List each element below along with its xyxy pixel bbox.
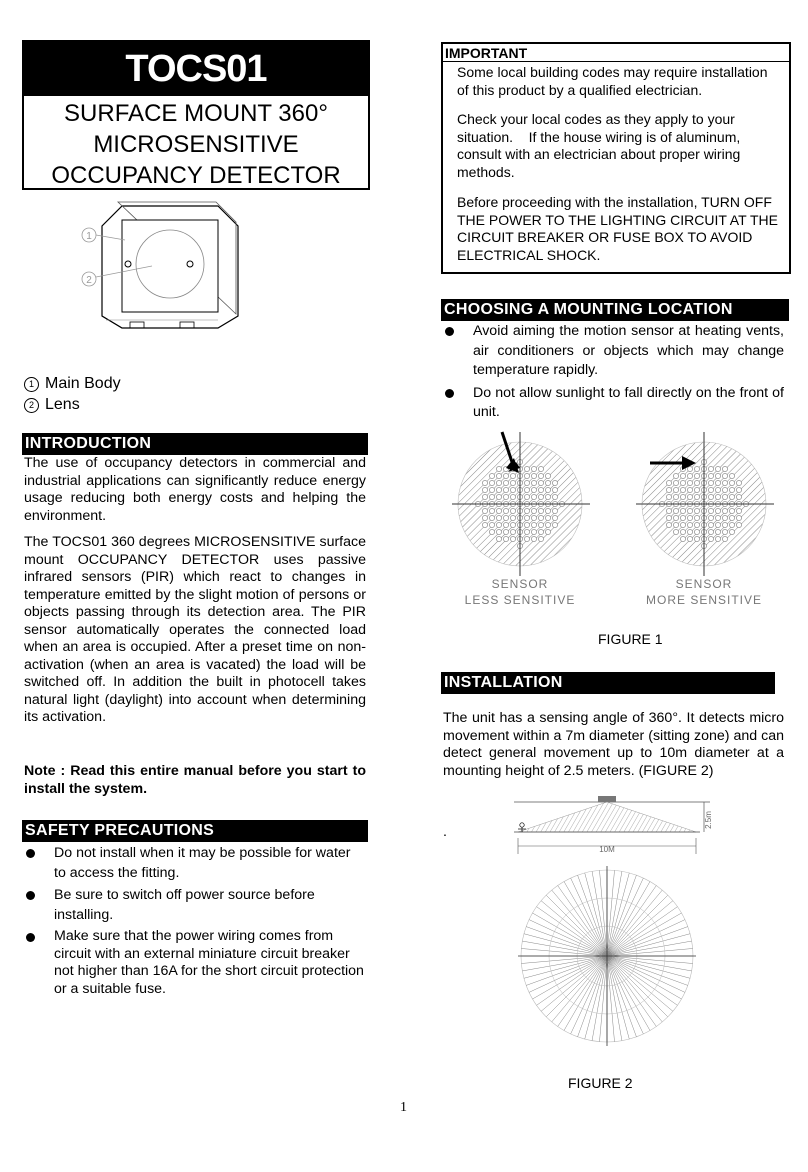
sensitivity-dot: [715, 487, 720, 492]
sensitivity-dot: [510, 508, 515, 513]
subtitle-line-2: MICROSENSITIVE: [93, 131, 299, 158]
sensitivity-dot: [545, 480, 550, 485]
sensitivity-dot: [722, 480, 727, 485]
sensitivity-dot: [496, 466, 501, 471]
sensitivity-dot: [729, 508, 734, 513]
sensitivity-dot: [715, 473, 720, 478]
sensitivity-dot: [673, 508, 678, 513]
sensitivity-dot: [503, 515, 508, 520]
sensitivity-dot: [680, 473, 685, 478]
sensitivity-dot: [687, 522, 692, 527]
sensitivity-dot: [489, 494, 494, 499]
sensitivity-dot: [489, 515, 494, 520]
sensitivity-dot: [503, 529, 508, 534]
legend-main-body: [24, 375, 121, 393]
mounting-item: Avoid aiming the motion sensor at heating vents, air conditioners or objects which may change temperature rapidly.: [441, 322, 784, 381]
legend-num-1: 1: [24, 377, 39, 392]
sensitivity-dot: [552, 487, 557, 492]
sensitivity-dot: [715, 466, 720, 471]
sensitivity-dot: [524, 536, 529, 541]
stray-dot: .: [443, 824, 447, 840]
important-box: [441, 42, 791, 274]
sensitivity-dot: [496, 473, 501, 478]
sensitivity-dot: [708, 508, 713, 513]
sensitivity-dot: [666, 508, 671, 513]
sensitivity-dot: [680, 480, 685, 485]
sensitivity-dot: [503, 508, 508, 513]
sensitivity-dot: [538, 529, 543, 534]
sensitivity-dot: [715, 515, 720, 520]
sensitivity-dot: [552, 522, 557, 527]
sensitivity-dot: [715, 536, 720, 541]
sensitivity-dot: [538, 536, 543, 541]
sensitivity-dot: [510, 536, 515, 541]
sensitivity-dot: [531, 515, 536, 520]
sensitivity-dot: [666, 480, 671, 485]
sensitivity-dot: [489, 529, 494, 534]
sensitivity-dot: [510, 529, 515, 534]
sensitivity-dot: [673, 522, 678, 527]
model-title: TOCS01: [24, 42, 368, 96]
sensitivity-dot: [538, 466, 543, 471]
sensitivity-dot: [736, 494, 741, 499]
sensitivity-dot: [496, 522, 501, 527]
sensitivity-dot: [680, 508, 685, 513]
sensitivity-dot: [673, 494, 678, 499]
sensitivity-dot: [687, 536, 692, 541]
sensitivity-dot: [510, 522, 515, 527]
sensitivity-dot: [503, 536, 508, 541]
sensitivity-dot: [708, 494, 713, 499]
safety-item: Do not install when it may be possible for water to access the fitting.: [22, 844, 366, 883]
fig1-left-label-2: LESS SENSITIVE: [464, 593, 576, 607]
sensitivity-dot: [722, 522, 727, 527]
sensitivity-dot: [503, 494, 508, 499]
sensitivity-dot: [687, 529, 692, 534]
figure1-caption: FIGURE 1: [598, 631, 663, 647]
sensitivity-dot: [482, 494, 487, 499]
sensitivity-dot: [552, 508, 557, 513]
sensitivity-dot: [673, 515, 678, 520]
sensitivity-dot: [545, 529, 550, 534]
sensitivity-dot: [687, 480, 692, 485]
sensitivity-dot: [687, 466, 692, 471]
sensitivity-dot: [715, 480, 720, 485]
sensitivity-dot: [694, 494, 699, 499]
sensitivity-dot: [694, 480, 699, 485]
sensitivity-dot: [722, 508, 727, 513]
sensitivity-dot: [673, 529, 678, 534]
sensitivity-dot: [736, 508, 741, 513]
sensitivity-dot: [482, 487, 487, 492]
sensitivity-dot: [531, 529, 536, 534]
sensitivity-dot: [496, 536, 501, 541]
sensitivity-dot: [680, 529, 685, 534]
sensitivity-dot: [510, 480, 515, 485]
installation-paragraph: The unit has a sensing angle of 360°. It detects micro movement within a 7m diameter (sitting zone) and can detect general movement up to 10m diameter at a mounting height of 2.5 meters. (FIGURE 2): [443, 710, 784, 779]
sensitivity-dot: [680, 487, 685, 492]
sensitivity-dot: [715, 522, 720, 527]
sensitivity-dot: [496, 487, 501, 492]
important-paragraph-2: Check your local codes as they apply to your situation. If the house wiring is of aluminum, consult with an electrician about proper wiring methods.: [457, 111, 745, 180]
sensitivity-dot: [552, 515, 557, 520]
sensitivity-dot: [531, 487, 536, 492]
sensitivity-dot: [545, 515, 550, 520]
sensitivity-dot: [510, 515, 515, 520]
sensitivity-dot: [708, 522, 713, 527]
sensitivity-dot: [503, 473, 508, 478]
sensitivity-dot: [538, 522, 543, 527]
sensitivity-dot: [736, 522, 741, 527]
figure2-drawing: [500, 790, 730, 1080]
sensitivity-dot: [708, 473, 713, 478]
sensitivity-dot: [531, 473, 536, 478]
fig1-left-label-1: SENSOR: [491, 577, 549, 591]
sensitivity-dot: [687, 508, 692, 513]
fig2-diameter-label: 10M: [599, 845, 615, 854]
sensitivity-dot: [715, 508, 720, 513]
callout-2-label: 2: [86, 275, 92, 286]
legend-label-2: Lens: [45, 396, 80, 413]
mounting-heading: CHOOSING A MOUNTING LOCATION: [441, 299, 789, 321]
sensitivity-dot: [673, 487, 678, 492]
sensitivity-dot: [531, 522, 536, 527]
important-heading: IMPORTANT: [445, 45, 528, 61]
important-paragraph-3: Before proceeding with the installation, TURN OFF THE POWER TO THE LIGHTING CIRCUIT AT THE CIRCUIT BREAKER OR FUSE BOX TO AVOID ELECTRICAL SHOCK.: [457, 194, 779, 263]
fig2-height-label: 2.5m: [704, 811, 713, 829]
sensitivity-dot: [694, 508, 699, 513]
sensitivity-dot: [538, 494, 543, 499]
sensitivity-dot: [687, 487, 692, 492]
sensitivity-dot: [708, 529, 713, 534]
sensitivity-dot: [482, 515, 487, 520]
sensitivity-dot: [722, 494, 727, 499]
title-block: [22, 40, 370, 190]
sensitivity-dot: [666, 494, 671, 499]
sensitivity-dot: [694, 536, 699, 541]
callout-1-label: 1: [86, 231, 92, 242]
sensitivity-dot: [687, 473, 692, 478]
mounting-list: [441, 322, 784, 426]
sensitivity-dot: [538, 487, 543, 492]
intro-paragraph-1: The use of occupancy detectors in commercial and industrial applications can significantly reduce energy usage reducing both energy costs and helping the environment.: [24, 455, 366, 524]
sensitivity-dot: [524, 529, 529, 534]
sensitivity-dot: [722, 515, 727, 520]
sensitivity-dot: [482, 522, 487, 527]
sensitivity-dot: [531, 536, 536, 541]
sensitivity-dot: [545, 522, 550, 527]
sensitivity-dot: [524, 487, 529, 492]
sensitivity-dot: [680, 522, 685, 527]
sensitivity-dot: [482, 480, 487, 485]
figure1-drawing: [448, 428, 788, 613]
sensitivity-dot: [673, 473, 678, 478]
sensitivity-dot: [531, 494, 536, 499]
sensitivity-dot: [524, 480, 529, 485]
intro-paragraph-2: The TOCS01 360 degrees MICROSENSITIVE surface mount OCCUPANCY DETECTOR uses passive infrared sensors (PIR) which react to changes in temperature emitted by the slight motion of persons or objects passing through its detection area. The PIR sensor automatically operates the connected load when an area is occupied. After a preset time on non-activation (when an area is vacated) the load will be switched off. In addition the built in photocell takes natural light (daylight) into account when determining its activation.: [24, 534, 366, 725]
sensitivity-dot: [552, 480, 557, 485]
sensitivity-dot: [694, 522, 699, 527]
installation-heading: INSTALLATION: [441, 672, 775, 694]
sensitivity-dot: [722, 487, 727, 492]
sensitivity-dot: [531, 508, 536, 513]
sensitivity-dot: [666, 487, 671, 492]
sensitivity-dot: [545, 487, 550, 492]
sensitivity-dot: [545, 473, 550, 478]
page-number: 1: [400, 1100, 407, 1115]
sensitivity-dot: [482, 508, 487, 513]
sensitivity-dot: [680, 494, 685, 499]
legend-label-1: Main Body: [45, 375, 121, 392]
introduction-heading: INTRODUCTION: [22, 433, 368, 455]
sensitivity-dot: [545, 494, 550, 499]
important-paragraph-1: Some local building codes may require installation of this product by a qualified electrician.: [457, 64, 768, 98]
sensitivity-dot: [531, 480, 536, 485]
sensitivity-dot: [524, 494, 529, 499]
sensitivity-dot: [722, 473, 727, 478]
figure2-caption: FIGURE 2: [568, 1075, 633, 1091]
sensitivity-dot: [503, 522, 508, 527]
sensitivity-dot: [496, 515, 501, 520]
sensitivity-dot: [524, 508, 529, 513]
sensitivity-dot: [538, 473, 543, 478]
sensitivity-dot: [687, 494, 692, 499]
sensitivity-dot: [510, 473, 515, 478]
sensitivity-dot: [496, 508, 501, 513]
read-manual-note: Note : Read this entire manual before you start to install the system.: [24, 763, 366, 797]
sensitivity-dot: [708, 487, 713, 492]
safety-item: Be sure to switch off power source before installing.: [22, 886, 366, 925]
sensitivity-dot: [708, 466, 713, 471]
sensitivity-dot: [729, 473, 734, 478]
sensitivity-dot: [538, 515, 543, 520]
sensitivity-dot: [687, 515, 692, 520]
sensitivity-dot: [524, 522, 529, 527]
sensitivity-dot: [503, 480, 508, 485]
sensitivity-dot: [531, 466, 536, 471]
sensitivity-dot: [694, 487, 699, 492]
product-drawing: [70, 198, 250, 348]
sensitivity-dot: [545, 508, 550, 513]
sensitivity-dot: [496, 529, 501, 534]
sensitivity-dot: [708, 480, 713, 485]
sensitivity-dot: [694, 466, 699, 471]
sensitivity-dot: [489, 473, 494, 478]
sensitivity-dot: [708, 515, 713, 520]
fig1-right-label-1: SENSOR: [675, 577, 733, 591]
safety-item: Make sure that the power wiring comes from circuit with an external miniature circuit breaker not higher than 16A for the short circuit protection or a suitable fuse.: [22, 928, 366, 998]
sensitivity-dot: [708, 536, 713, 541]
sensitivity-dot: [694, 515, 699, 520]
sensitivity-dot: [489, 508, 494, 513]
sensitivity-dot: [489, 487, 494, 492]
sensitivity-dot: [729, 515, 734, 520]
sensitivity-dot: [524, 473, 529, 478]
sensitivity-dot: [552, 494, 557, 499]
mounting-item: Do not allow sunlight to fall directly on the front of unit.: [441, 384, 784, 423]
sensitivity-dot: [715, 529, 720, 534]
sensitivity-dot: [729, 494, 734, 499]
fig1-right-label-2: MORE SENSITIVE: [645, 593, 763, 607]
sensitivity-dot: [680, 536, 685, 541]
sensitivity-dot: [510, 494, 515, 499]
sensitivity-dot: [722, 536, 727, 541]
sensitivity-dot: [736, 487, 741, 492]
safety-list: [22, 844, 366, 1001]
sensitivity-dot: [538, 480, 543, 485]
sensitivity-dot: [538, 508, 543, 513]
sensitivity-dot: [510, 487, 515, 492]
legend-num-2: 2: [24, 398, 39, 413]
legend-lens: [24, 396, 80, 414]
sensitivity-dot: [524, 515, 529, 520]
sensitivity-dot: [666, 522, 671, 527]
sensitivity-dot: [722, 466, 727, 471]
subtitle-line-1: SURFACE MOUNT 360°: [64, 100, 328, 127]
sensitivity-dot: [729, 487, 734, 492]
sensitivity-dot: [694, 529, 699, 534]
safety-heading: SAFETY PRECAUTIONS: [22, 820, 368, 842]
sensitivity-dot: [736, 515, 741, 520]
sensitivity-dot: [489, 480, 494, 485]
sensitivity-dot: [729, 529, 734, 534]
subtitle-line-3: OCCUPANCY DETECTOR: [51, 162, 341, 189]
sensitivity-dot: [729, 522, 734, 527]
sensitivity-dot: [729, 480, 734, 485]
sensitivity-dot: [680, 515, 685, 520]
sensitivity-dot: [503, 487, 508, 492]
sensitivity-dot: [496, 480, 501, 485]
sensitivity-dot: [666, 515, 671, 520]
sensitivity-dot: [722, 529, 727, 534]
sensitivity-dot: [694, 473, 699, 478]
sensitivity-dot: [496, 494, 501, 499]
sensitivity-dot: [489, 522, 494, 527]
product-subtitle: [24, 98, 368, 191]
sensitivity-dot: [715, 494, 720, 499]
sensitivity-dot: [673, 480, 678, 485]
sensitivity-dot: [736, 480, 741, 485]
sensitivity-dot: [524, 466, 529, 471]
